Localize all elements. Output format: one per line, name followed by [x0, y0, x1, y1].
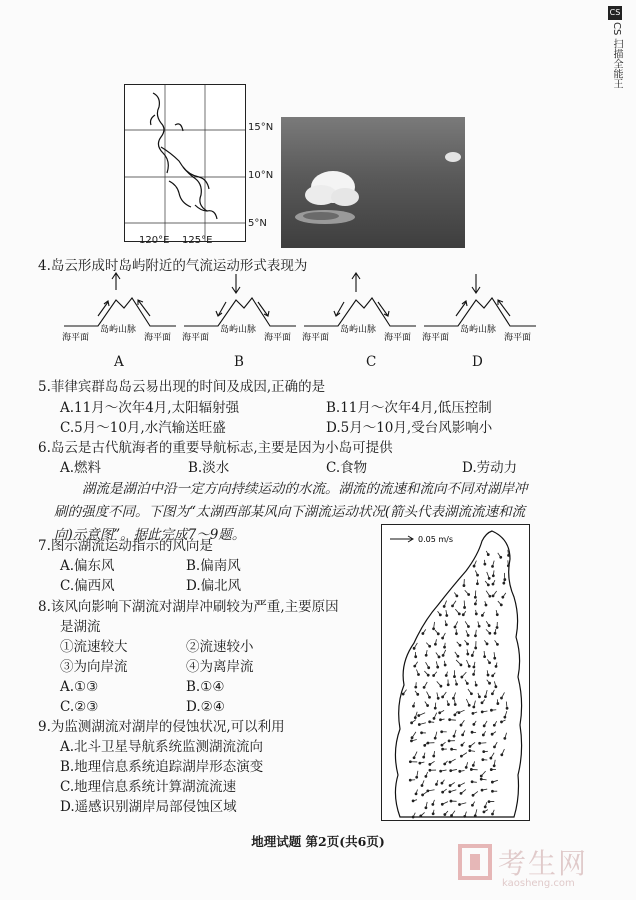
current-arrow-head — [433, 675, 435, 677]
q7-option-b[interactable]: B.偏南风 — [186, 558, 241, 574]
diagram-a-island: 岛屿山脉 — [100, 325, 137, 335]
q8-option-d[interactable]: D.②④ — [186, 699, 225, 715]
current-arrow-head — [414, 665, 416, 667]
current-arrow-head — [417, 693, 419, 695]
q9-option-c[interactable]: C.地理信息系统计算湖流流速 — [60, 779, 237, 795]
q8-item-2: ②流速较小 — [186, 639, 254, 655]
current-arrow-head — [464, 815, 466, 817]
current-arrow-head — [483, 751, 485, 753]
current-arrow-head — [494, 632, 496, 634]
current-arrow-head — [420, 815, 422, 817]
current-arrow-head — [434, 643, 436, 645]
current-arrow-head — [462, 614, 464, 616]
current-arrow-head — [409, 761, 411, 763]
scanner-brand-text: CS 扫描全能王 — [611, 22, 622, 89]
q8-stem-line-1: 8.该风向影响下湖流对湖岸冲刷较为严重,主要原因 — [38, 599, 339, 615]
q5-option-a[interactable]: A.11月～次年4月,太阳辐射强 — [60, 400, 240, 416]
current-arrow-head — [478, 696, 480, 698]
current-arrow-head — [456, 683, 458, 685]
current-arrow-head — [440, 770, 442, 772]
current-arrow-head — [493, 765, 495, 767]
current-arrow-head — [449, 784, 451, 786]
current-arrow-head — [451, 748, 453, 750]
current-arrow-head — [474, 603, 476, 605]
cs-logo-icon: CS — [608, 6, 622, 20]
current-arrow-head — [458, 712, 460, 714]
current-arrow-head — [483, 725, 485, 727]
q5-option-d[interactable]: D.5月～10月,受台风影响小 — [326, 420, 493, 436]
site-name-cn: 考生网 — [498, 847, 589, 880]
current-arrow-head — [491, 790, 493, 792]
current-arrow-head — [421, 785, 423, 787]
q5-stem: 5.菲律宾群岛岛云易出现的时间及成因,正确的是 — [38, 379, 326, 395]
current-arrow-head — [462, 734, 464, 736]
current-arrow-head — [444, 664, 446, 666]
current-arrow-head — [473, 673, 475, 675]
current-arrow-head — [468, 594, 470, 596]
current-arrow-head — [461, 744, 463, 746]
current-arrow-head — [502, 596, 504, 598]
current-arrow-head — [475, 684, 477, 686]
current-arrow-head — [504, 737, 506, 739]
current-arrow-head — [467, 625, 469, 627]
current-arrow-head — [471, 804, 473, 806]
current-arrow-head — [491, 781, 493, 783]
diagram-b-island: 岛屿山脉 — [220, 325, 257, 335]
current-arrow-head — [447, 704, 449, 706]
current-arrow-head — [495, 686, 497, 688]
diagram-d-island: 岛屿山脉 — [460, 325, 497, 335]
current-arrow-head — [484, 563, 486, 565]
current-arrow-head — [411, 722, 413, 724]
q7-option-c[interactable]: C.偏西风 — [60, 578, 115, 594]
current-arrow-head — [474, 596, 476, 598]
current-arrow-head — [465, 766, 467, 768]
current-arrow-head — [486, 643, 488, 645]
lat-label-5: 5°N — [248, 218, 267, 229]
q9-option-b[interactable]: B.地理信息系统追踪湖岸形态演变 — [60, 759, 264, 775]
q6-option-a[interactable]: A.燃料 — [60, 460, 102, 476]
current-arrow-head — [427, 742, 429, 744]
current-arrow-head — [432, 813, 434, 815]
current-arrow-head — [428, 667, 430, 669]
current-arrow-head — [425, 654, 427, 656]
current-arrow-head — [507, 565, 509, 567]
current-arrow-head — [451, 814, 453, 816]
current-arrow-head — [443, 605, 445, 607]
q4-option-c[interactable]: C — [366, 354, 377, 370]
current-arrow-head — [447, 684, 449, 686]
current-arrow-head — [460, 664, 462, 666]
current-arrow-head — [454, 703, 456, 705]
map-drawing — [125, 85, 245, 241]
site-name-en: kaosheng.com — [502, 878, 575, 889]
q6-option-c[interactable]: C.食物 — [326, 460, 368, 476]
current-arrow-head — [444, 814, 446, 816]
current-arrow-head — [402, 693, 404, 695]
current-arrow-head — [500, 697, 502, 699]
current-arrow-head — [481, 702, 483, 704]
current-arrow-head — [474, 635, 476, 637]
current-arrow-head — [412, 816, 414, 818]
current-arrow-head — [488, 577, 490, 579]
q4-option-a[interactable]: A — [114, 354, 124, 370]
current-arrow-head — [490, 709, 492, 711]
current-arrow-head — [439, 719, 441, 721]
current-arrow-head — [450, 770, 452, 772]
current-arrow-head — [413, 647, 415, 649]
q5-option-b[interactable]: B.11月～次年4月,低压控制 — [326, 400, 492, 416]
current-arrow-head — [458, 613, 460, 615]
current-arrow-head — [422, 632, 424, 634]
current-arrow-head — [446, 614, 448, 616]
current-arrow-head — [429, 763, 431, 765]
current-arrow-head — [442, 637, 444, 639]
current-arrow-head — [492, 675, 494, 677]
current-arrow-head — [464, 606, 466, 608]
current-arrow-head — [444, 763, 446, 765]
q8-item-3: ③为向岸流 — [60, 659, 128, 675]
passage-line-1: 湖流是湖泊中沿一定方向持续运动的水流。湖流的流速和流向不同对湖岸冲 — [82, 481, 528, 497]
diagram-b-sea-left: 海平面 — [182, 333, 210, 343]
current-arrow-head — [419, 762, 421, 764]
current-arrow-head — [429, 721, 431, 723]
current-arrow-head — [427, 674, 429, 676]
diagram-c-island: 岛屿山脉 — [340, 325, 377, 335]
current-arrow-head — [454, 714, 456, 716]
q6-option-d[interactable]: D.劳动力 — [462, 460, 518, 476]
current-arrow-head — [476, 583, 478, 585]
q4-airflow-diagrams — [58, 270, 538, 344]
current-arrow-head — [450, 800, 452, 802]
current-arrow-head — [500, 556, 502, 558]
current-arrow-head — [453, 735, 455, 737]
current-arrow-head — [481, 614, 483, 616]
q9-stem: 9.为监测湖流对湖岸的侵蚀状况,可以利用 — [38, 719, 285, 735]
current-arrow-head — [492, 575, 494, 577]
current-arrow-head — [441, 782, 443, 784]
current-arrow-head — [506, 707, 508, 709]
current-arrow-head — [496, 643, 498, 645]
q6-stem: 6.岛云是古代航海者的重要导航标志,主要是因为小岛可提供 — [38, 440, 393, 456]
current-arrow-head — [409, 779, 411, 781]
current-arrow-head — [449, 791, 451, 793]
current-arrow-head — [481, 711, 483, 713]
lake-current-figure — [381, 524, 530, 821]
current-arrow-head — [491, 693, 493, 695]
current-arrow-head — [480, 778, 482, 780]
current-arrow-head — [492, 583, 494, 585]
current-arrow-head — [435, 783, 437, 785]
current-arrow-head — [445, 624, 447, 626]
current-arrow-head — [488, 801, 490, 803]
current-arrow-head — [429, 769, 431, 771]
current-arrow-head — [418, 714, 420, 716]
current-arrow-head — [412, 800, 414, 802]
current-arrow-head — [425, 807, 427, 809]
current-arrow-head — [454, 626, 456, 628]
current-arrow-head — [467, 634, 469, 636]
q9-option-a[interactable]: A.北斗卫星导航系统监测湖流流向 — [60, 739, 264, 755]
current-arrow-head — [474, 815, 476, 817]
current-arrow-head — [442, 791, 444, 793]
current-arrow-head — [457, 655, 459, 657]
diagram-c-sea-left: 海平面 — [302, 333, 330, 343]
current-arrow-head — [479, 742, 481, 744]
current-arrow-head — [456, 595, 458, 597]
current-arrow-head — [418, 724, 420, 726]
current-arrow-head — [424, 744, 426, 746]
current-arrow-head — [504, 716, 506, 718]
current-arrow-head — [458, 785, 460, 787]
current-arrow-head — [484, 806, 486, 808]
current-arrow-head — [440, 685, 442, 687]
current-arrow-head — [478, 625, 480, 627]
q7-stem: 7.图示湖流运动指示的风向是 — [38, 538, 213, 554]
current-arrow-head — [460, 724, 462, 726]
current-arrow-head — [425, 775, 427, 777]
q6-option-b[interactable]: B.淡水 — [188, 460, 230, 476]
current-arrow-head — [469, 745, 471, 747]
current-arrow-head — [444, 646, 446, 648]
current-arrow-head — [466, 682, 468, 684]
page-footer: 地理试题 第2页(共6页) — [251, 834, 385, 849]
site-logo-icon — [458, 842, 492, 882]
current-arrow-head — [459, 770, 461, 772]
lat-label-10: 10°N — [248, 170, 274, 181]
current-arrow-head — [423, 756, 425, 758]
current-arrow-head — [460, 755, 462, 757]
current-arrow-head — [483, 811, 485, 813]
current-arrow-head — [422, 794, 424, 796]
current-arrow-head — [439, 614, 441, 616]
current-arrow-head — [434, 707, 436, 709]
q4-stem: 4.岛云形成时岛屿附近的气流运动形式表现为 — [38, 258, 308, 274]
q8-item-1: ①流速较大 — [60, 639, 128, 655]
current-arrow-head — [500, 604, 502, 606]
current-arrow-head — [441, 744, 443, 746]
current-arrow-head — [490, 757, 492, 759]
current-arrow-head — [414, 717, 416, 719]
diagram-c-sea-right: 海平面 — [384, 333, 412, 343]
current-arrow-head — [489, 682, 491, 684]
current-arrow-head — [460, 792, 462, 794]
current-arrow-head — [438, 656, 440, 658]
current-arrow-head — [473, 723, 475, 725]
current-arrow-head — [481, 789, 483, 791]
q7-option-a[interactable]: A.偏东风 — [60, 558, 115, 574]
current-arrow-head — [442, 748, 444, 750]
current-arrow-head — [489, 632, 491, 634]
island-cloud-image — [281, 117, 465, 248]
lat-label-15: 15°N — [248, 122, 274, 133]
current-arrow-head — [508, 554, 510, 556]
current-arrow-head — [452, 605, 454, 607]
current-arrow-head — [475, 647, 477, 649]
current-arrow-head — [449, 719, 451, 721]
current-arrow-head — [427, 705, 429, 707]
current-arrow-head — [442, 696, 444, 698]
philippines-map — [124, 84, 246, 242]
current-arrow-head — [503, 582, 505, 584]
current-arrow-head — [490, 769, 492, 771]
current-arrow-head — [448, 740, 450, 742]
current-arrow-head — [495, 665, 497, 667]
current-arrow-head — [491, 813, 493, 815]
current-arrow-head — [433, 717, 435, 719]
current-arrow-head — [415, 793, 417, 795]
current-arrow-head — [452, 697, 454, 699]
current-arrow-head — [468, 704, 470, 706]
current-arrow-head — [501, 754, 503, 756]
current-arrow-head — [472, 764, 474, 766]
current-arrow-head — [412, 705, 414, 707]
current-arrow-head — [449, 761, 451, 763]
current-arrow-head — [468, 665, 470, 667]
diagram-a-sea-left: 海平面 — [62, 333, 90, 343]
current-arrow-head — [411, 737, 413, 739]
current-arrow-head — [437, 633, 439, 635]
current-arrow-head — [493, 746, 495, 748]
current-arrow-head — [471, 781, 473, 783]
current-arrow-head — [482, 759, 484, 761]
current-arrow-head — [487, 554, 489, 556]
current-arrow-head — [415, 686, 417, 688]
q4-option-b[interactable]: B — [234, 354, 244, 370]
diagram-d-sea-right: 海平面 — [504, 333, 532, 343]
current-arrow-head — [473, 565, 475, 567]
current-arrow-head — [477, 574, 479, 576]
current-arrow-head — [472, 794, 474, 796]
lake-current-map — [382, 525, 529, 820]
passage-line-3: 向)示意图”。据此完成7～9题。 — [54, 527, 246, 543]
current-arrow-head — [453, 676, 455, 678]
q8-item-4: ④为离岸流 — [186, 659, 254, 675]
current-arrow-head — [494, 657, 496, 659]
current-arrow-head — [433, 755, 435, 757]
current-arrow-head — [441, 803, 443, 805]
current-arrow-head — [410, 740, 412, 742]
current-arrow-head — [445, 675, 447, 677]
current-arrow-head — [482, 734, 484, 736]
current-arrow-head — [471, 654, 473, 656]
current-arrow-head — [423, 686, 425, 688]
current-arrow-head — [439, 712, 441, 714]
current-arrow-head — [463, 585, 465, 587]
current-arrow-head — [475, 613, 477, 615]
current-arrow-head — [487, 584, 489, 586]
current-arrow-head — [488, 625, 490, 627]
current-arrow-head — [469, 750, 471, 752]
current-arrow-head — [429, 645, 431, 647]
current-arrow-head — [434, 737, 436, 739]
current-arrow-head — [500, 721, 502, 723]
current-arrow-head — [484, 696, 486, 698]
current-arrow-head — [459, 644, 461, 646]
q8-option-a[interactable]: A.①③ — [60, 679, 99, 695]
lon-label-120: 120°E — [139, 235, 170, 246]
q8-stem-line-2: 是湖流 — [60, 619, 101, 635]
diagram-d-sea-left: 海平面 — [422, 333, 450, 343]
current-arrow-head — [427, 790, 429, 792]
current-arrow-head — [485, 604, 487, 606]
current-arrow-head — [470, 693, 472, 695]
current-arrow-head — [472, 712, 474, 714]
current-arrow-head — [467, 653, 469, 655]
current-arrow-head — [437, 697, 439, 699]
current-arrow-head — [441, 731, 443, 733]
lon-label-125: 125°E — [182, 235, 213, 246]
q8-option-b[interactable]: B.①④ — [186, 679, 225, 695]
current-arrow-head — [413, 757, 415, 759]
current-arrow-head — [489, 662, 491, 664]
current-arrow-head — [496, 627, 498, 629]
current-arrow-head — [480, 775, 482, 777]
scanner-watermark — [600, 6, 630, 106]
current-arrow-head — [489, 595, 491, 597]
q5-option-c[interactable]: C.5月～10月,水汽输送旺盛 — [60, 420, 226, 436]
current-arrow-head — [497, 703, 499, 705]
current-arrow-head — [432, 803, 434, 805]
diagram-b-sea-right: 海平面 — [264, 333, 292, 343]
current-arrow-head — [461, 676, 463, 678]
current-arrow-head — [428, 696, 430, 698]
q8-option-c[interactable]: C.②③ — [60, 699, 99, 715]
current-arrow-head — [473, 706, 475, 708]
current-arrow-head — [433, 628, 435, 630]
current-arrow-head — [491, 733, 493, 735]
current-arrow-head — [496, 614, 498, 616]
q9-option-d[interactable]: D.遥感识别湖岸局部侵蚀区域 — [60, 799, 237, 815]
current-arrow-head — [492, 595, 494, 597]
q7-option-d[interactable]: D.偏北风 — [186, 578, 242, 594]
current-arrow-head — [421, 732, 423, 734]
current-arrow-head — [473, 666, 475, 668]
current-arrow-head — [487, 674, 489, 676]
current-arrow-head — [493, 724, 495, 726]
current-arrow-head — [459, 803, 461, 805]
current-arrow-head — [415, 656, 417, 658]
current-arrow-head — [484, 656, 486, 658]
current-arrow-head — [470, 768, 472, 770]
passage-line-2: 刷的强度不同。下图为“太湖西部某风向下湖流运动状况(箭头代表湖流流速和流 — [54, 504, 526, 520]
lake-scale-label: 0.05 m/s — [418, 535, 454, 544]
diagram-a-sea-right: 海平面 — [144, 333, 172, 343]
current-arrow-head — [417, 673, 419, 675]
current-arrow-head — [471, 731, 473, 733]
island-cloud-photo — [281, 117, 465, 248]
current-arrow-head — [467, 643, 469, 645]
current-arrow-head — [492, 565, 494, 567]
current-arrow-head — [442, 654, 444, 656]
current-arrow-head — [455, 633, 457, 635]
current-arrow-head — [416, 776, 418, 778]
q4-option-d[interactable]: D — [472, 354, 483, 370]
current-arrow-head — [437, 666, 439, 668]
